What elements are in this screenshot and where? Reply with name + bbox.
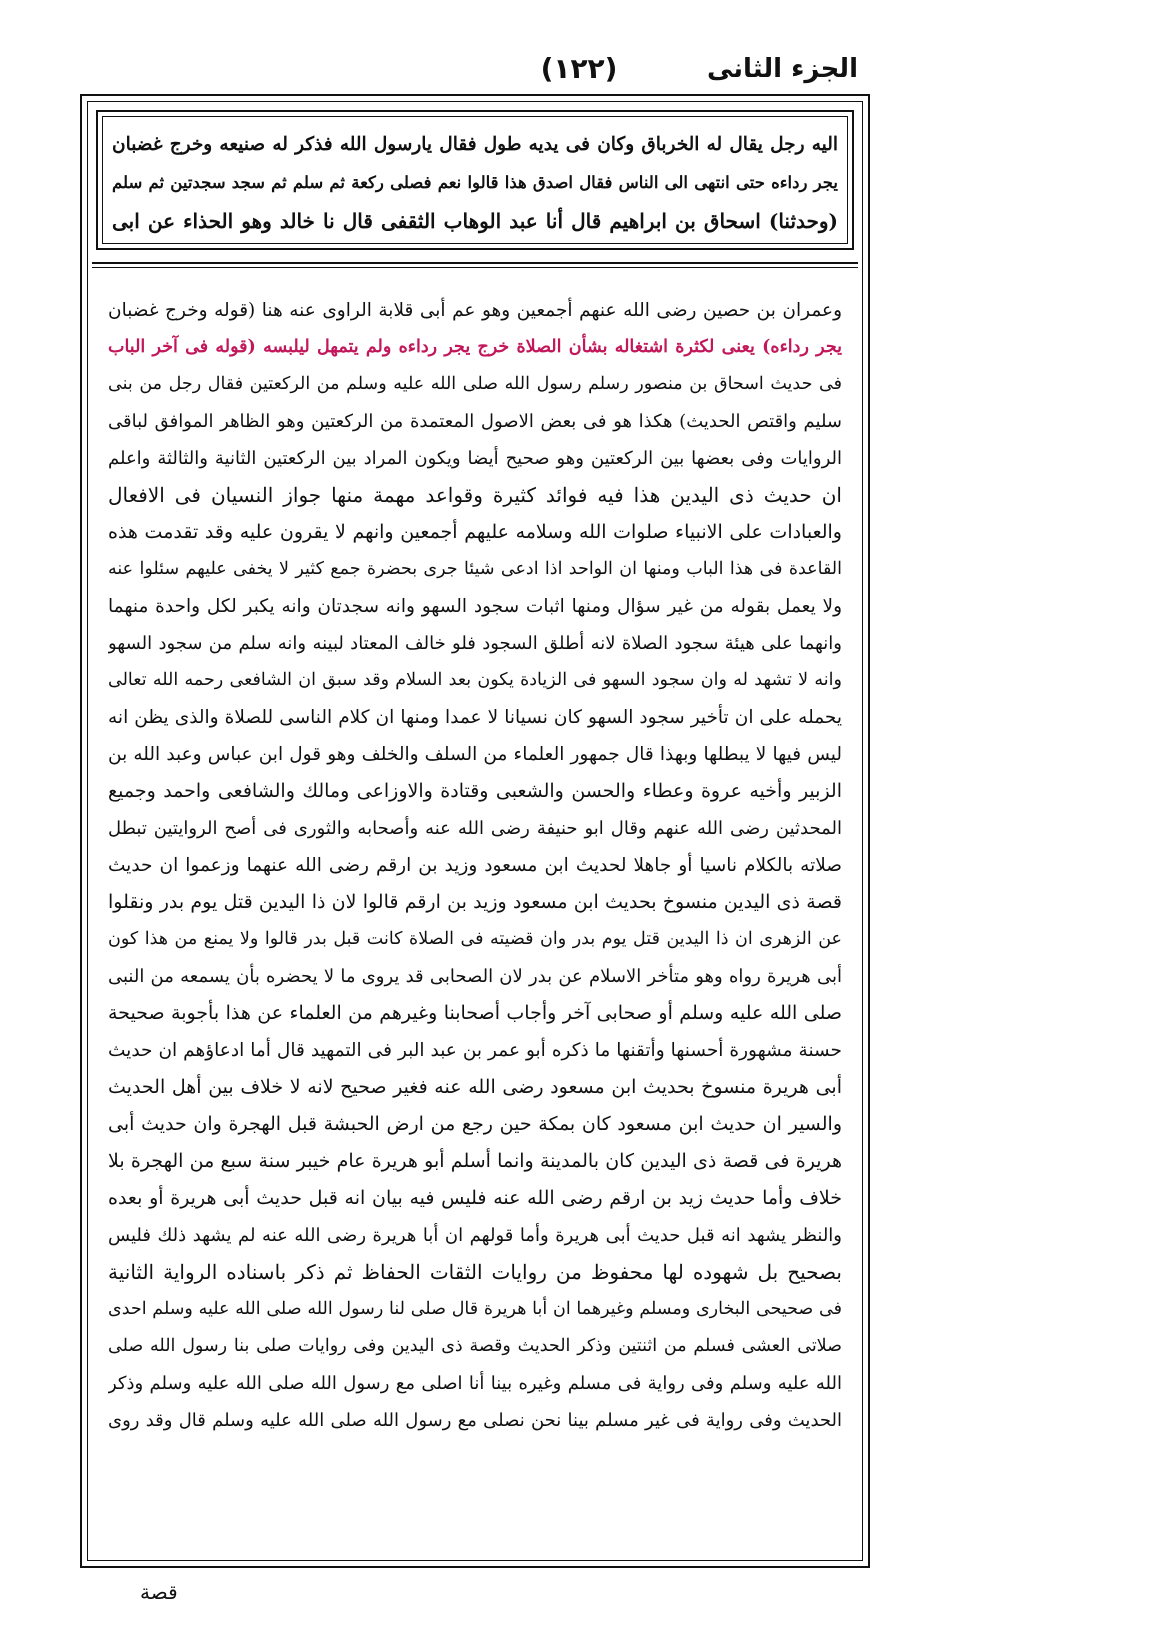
catchword: قصة: [140, 1580, 178, 1604]
commentary-line: القاعدة فى هذا الباب ومنها ان الواحد اذا ادعى شيئا جرى بحضرة جمع كثير لا يخفى عليهم سئلوا عنه: [108, 559, 842, 579]
commentary-line: ليس فيها لا يبطلها وبهذا قال جمهور العلماء من السلف والخلف وهو قول ابن عباس وعبد الله بن: [108, 744, 842, 765]
matn-text: [112, 126, 838, 240]
commentary-line: أبى هريرة رواه وهو متأخر الاسلام عن بدر لان الصحابى قد يروى ما لا يحضره بأن يسمعه من النبى: [108, 966, 842, 987]
commentary-line: هريرة فى قصة ذى اليدين كان بالمدينة وانما أسلم أبو هريرة عام خيبر سنة سبع من الهجرة بلا: [108, 1150, 842, 1172]
part-title: الجزء الثانى: [706, 54, 858, 84]
commentary-line: عن الزهرى ان ذا اليدين قتل يوم بدر وان قضيته فى الصلاة كانت قبل بدر قالوا ولا يمنع من هذا كون: [108, 929, 842, 949]
commentary-line: المحدثين رضى الله عنهم وقال ابو حنيفة رضى الله عنه وأصحابه والثورى فى أصح الروايتين تبطل: [108, 818, 842, 839]
commentary-line: فى حديث اسحاق بن منصور رسلم رسول الله صلى الله عليه وسلم من الركعتين فقال رجل من بنى: [108, 374, 842, 394]
commentary-line: فى صحيحى البخارى ومسلم وغيرهما ان أبا هريرة قال صلى لنا رسول الله صلى الله عليه وسلم احدى: [108, 1299, 842, 1319]
commentary-line: يحمله على ان تأخير سجود السهو كان نسيانا لا عمدا ومنها ان كلام الناسى للصلاة والذى يظن انه: [108, 707, 842, 728]
commentary-line: بصحيح بل شهوده لها محفوظ من روايات الثقات الحفاظ ثم ذكر باسناده الرواية الثانية: [108, 1260, 842, 1284]
commentary-line: حسنة مشهورة أحسنها وأتقنها ما ذكره أبو عمر بن عبد البر فى التمهيد قال أما ادعاؤهم ان حديث: [108, 1040, 842, 1061]
matn-line: يجر رداءه حتى انتهى الى الناس فقال اصدق هذا قالوا نعم فصلى ركعة ثم سلم ثم سجد سجدتين ثم سلم: [112, 173, 838, 192]
commentary-line: وانه لا تشهد له وان سجود السهو فى الزيادة يكون بعد السلام وقد سبق ان الشافعى رحمه الله تعالى: [108, 670, 842, 690]
page-frame: [80, 94, 870, 1568]
commentary-line: صلاتى العشى فسلم من اثنتين وذكر الحديث وقصة ذى اليدين وفى روايات صلى بنا رسول الله صلى: [108, 1336, 842, 1356]
commentary-line: والعبادات على الانبياء صلوات الله وسلامه عليهم أجمعين وانهم لا يقرون عليه وقد تقدمت هذه: [108, 521, 842, 543]
commentary-line: يجر رداءه) يعنى لكثرة اشتغاله بشأن الصلاة خرج يجر رداءه ولم يتمهل ليلبسه (قوله فى آخر الباب: [108, 337, 842, 357]
commentary-line: الزبير وأخيه عروة وعطاء والحسن والشعبى وقتادة والاوزاعى ومالك والشافعى واحمد وجميع: [108, 780, 842, 802]
commentary-line: ولا يعمل بقوله من غير سؤال ومنها اثبات سجود السهو وانه سجدتان وانه يكبر لكل واحدة منهما: [108, 596, 842, 617]
commentary-line: الحديث وفى رواية فى غير مسلم بينا نحن نصلى مع رسول الله صلى الله عليه وسلم قال وقد روى: [108, 1410, 842, 1431]
commentary-line: صلى الله عليه وسلم أو صحابى آخر وأجاب أصحابنا وغيرهم من العلماء عن هذا بأجوبة صحيحة: [108, 1002, 842, 1024]
commentary-line: خلاف وأما حديث زيد بن ارقم رضى الله عنه فليس فيه بيان انه قبل حديث أبى هريرة أو بعده: [108, 1187, 842, 1209]
commentary-text: [108, 292, 842, 1439]
commentary-line: والنظر يشهد انه قبل حديث أبى هريرة وأما قولهم ان أبا هريرة رضى الله عنه لم يشهد ذلك فليس: [108, 1225, 842, 1246]
commentary-line: وانهما على هيئة سجود الصلاة لانه أطلق السجود فلو خالف المعتاد لبينه وانه سلم من سجود السهو: [108, 633, 842, 654]
commentary-line: أبى هريرة منسوخ بحديث ابن مسعود رضى الله عنه فغير صحيح لانه لا خلاف بين أهل الحديث: [108, 1076, 842, 1098]
commentary-line: ان حديث ذى اليدين هذا فيه فوائد كثيرة وقواعد مهمة منها جواز النسيان فى الافعال: [108, 483, 842, 507]
commentary-line: صلاته بالكلام ناسيا أو جاهلا لحديث ابن مسعود وزيد بن ارقم رضى الله عنهما وزعموا ان حديث: [108, 855, 842, 876]
matn-line: (وحدثنا) اسحاق بن ابراهيم قال أنا عبد الوهاب الثقفى قال نا خالد وهو الحذاء عن ابى: [112, 209, 838, 233]
matn-line: اليه رجل يقال له الخرباق وكان فى يديه طول فقال يارسول الله فذكر له صنيعه وخرج غضبان: [112, 134, 838, 155]
commentary-line: الله عليه وسلم وفى رواية فى مسلم وغيره بينا أنا اصلى مع رسول الله صلى الله عليه وسلم وذكر: [108, 1373, 842, 1394]
page-number: (١٢٢): [540, 52, 618, 85]
divider: [92, 267, 858, 268]
page-header: [0, 48, 1158, 98]
commentary-line: وعمران بن حصين رضى الله عنهم أجمعين وهو عم أبى قلابة الراوى عنه هنا (قوله وخرج غضبان: [108, 300, 842, 321]
commentary-line: سليم واقتص الحديث) هكذا هو فى بعض الاصول المعتمدة من الركعتين وهو الظاهر الموافق لباقى: [108, 411, 842, 432]
divider: [92, 262, 858, 264]
commentary-line: الروايات وفى بعضها بين الركعتين وهو صحيح أيضا ويكون المراد بين الركعتين الثانية والثالثة واعلم: [108, 448, 842, 469]
commentary-line: والسير ان حديث ابن مسعود كان بمكة حين رجع من ارض الحبشة قبل الهجرة وان حديث أبى: [108, 1113, 842, 1135]
commentary-line: قصة ذى اليدين منسوخ بحديث ابن مسعود وزيد بن ارقم قالوا لان ذا اليدين قتل يوم بدر ونقلوا: [108, 891, 842, 913]
